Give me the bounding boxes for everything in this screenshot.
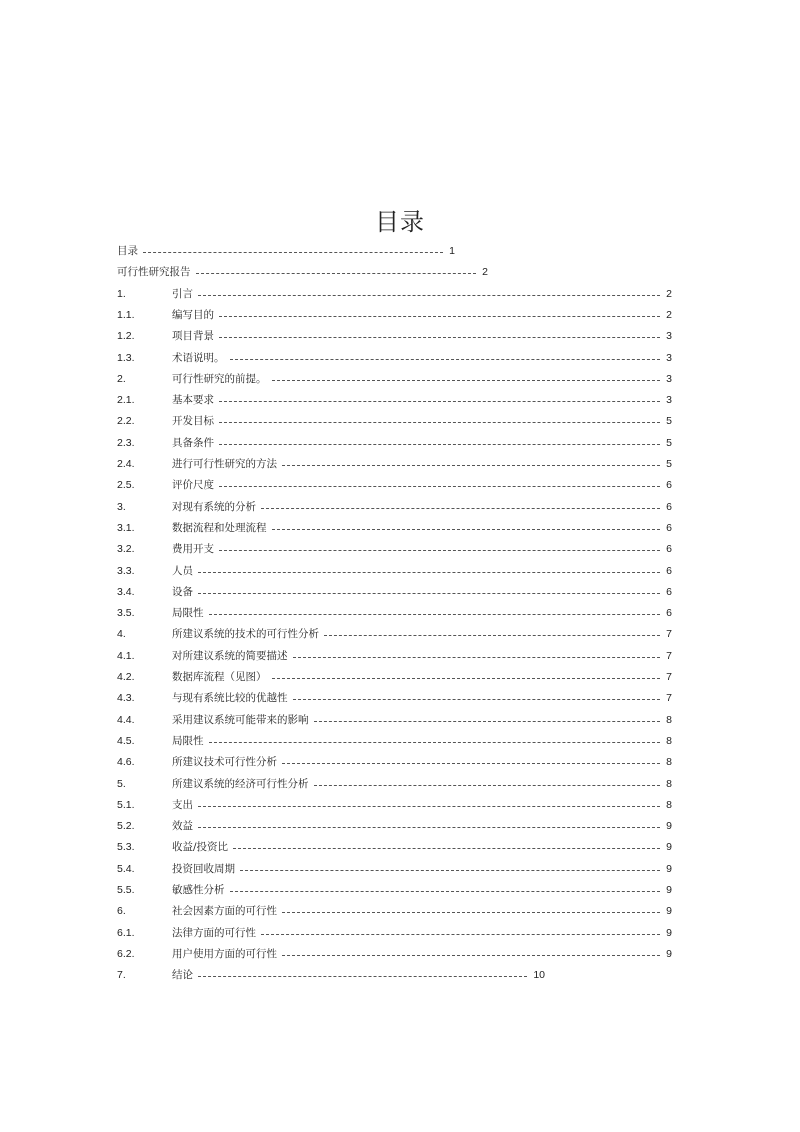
toc-entry[interactable]: [117, 582, 672, 603]
toc-entry-page: 9: [666, 948, 672, 960]
toc-entry-page: 6: [666, 586, 672, 598]
toc-entry[interactable]: [117, 944, 672, 965]
toc-entry-page: 1: [449, 245, 455, 257]
dot-leader: [198, 294, 660, 296]
dot-leader: [261, 933, 660, 935]
toc-entry-label: 所建议系统的技术的可行性分析: [172, 628, 319, 640]
toc-entry-page: 7: [666, 671, 672, 683]
toc-entry-page: 8: [666, 735, 672, 747]
dot-leader: [282, 762, 660, 764]
dot-leader: [240, 869, 660, 871]
toc-entry-page: 9: [666, 884, 672, 896]
toc-entry-number: 3.2.: [117, 543, 135, 555]
toc-entry-number: 2.5.: [117, 479, 135, 491]
toc-entry-number: 2.1.: [117, 394, 135, 406]
dot-leader: [261, 507, 660, 509]
toc-entry[interactable]: [117, 923, 672, 944]
dot-leader: [198, 592, 660, 594]
toc-entry-page: 6: [666, 565, 672, 577]
toc-entry-number: 5.: [117, 778, 126, 790]
dot-leader: [219, 421, 660, 423]
toc-entry[interactable]: [117, 624, 672, 645]
toc-entry[interactable]: [117, 561, 672, 582]
toc-entry-number: 1.2.: [117, 330, 135, 342]
toc-entry-label: 效益: [172, 820, 193, 832]
toc-entry[interactable]: [117, 433, 672, 454]
toc-entry-number: 3.5.: [117, 607, 135, 619]
toc-entry-label: 收益/投资比: [172, 841, 229, 853]
toc-entry-label: 对现有系统的分析: [172, 501, 256, 513]
dot-leader: [272, 677, 661, 679]
toc-entry-label: 支出: [172, 799, 193, 811]
toc-entry[interactable]: [117, 965, 545, 986]
toc-entry-number: 4.3.: [117, 692, 135, 704]
toc-entry-page: 6: [666, 501, 672, 513]
dot-leader: [196, 272, 477, 274]
toc-entry-number: 4.5.: [117, 735, 135, 747]
toc-entry-label: 结论: [172, 969, 193, 981]
toc-entry-label: 人员: [172, 565, 193, 577]
dot-leader: [219, 315, 660, 317]
toc-entry[interactable]: [117, 284, 672, 305]
toc-entry[interactable]: [117, 667, 672, 688]
dot-leader: [219, 336, 660, 338]
toc-entry-label: 数据库流程（见图）: [172, 671, 267, 683]
toc-entry-page: 9: [666, 863, 672, 875]
toc-entry[interactable]: [117, 454, 672, 475]
toc-entry-label: 开发目标: [172, 415, 214, 427]
toc-entry-label: 进行可行性研究的方法: [172, 458, 277, 470]
toc-entry-page: 5: [666, 458, 672, 470]
toc-entry-number: 4.1.: [117, 650, 135, 662]
dot-leader: [314, 784, 661, 786]
toc-entry-label: 目录: [117, 245, 138, 257]
toc-entry-number: 3.: [117, 501, 126, 513]
toc-entry-page: 3: [666, 330, 672, 342]
toc-entry-label: 局限性: [172, 735, 204, 747]
dot-leader: [272, 379, 661, 381]
toc-entry[interactable]: [117, 688, 672, 709]
toc-entry-label: 费用开支: [172, 543, 214, 555]
dot-leader: [282, 911, 660, 913]
dot-leader: [324, 634, 660, 636]
toc-entry-number: 2.3.: [117, 437, 135, 449]
toc-entry-number: 2.2.: [117, 415, 135, 427]
toc-entry-label: 局限性: [172, 607, 204, 619]
toc-entry-number: 5.2.: [117, 820, 135, 832]
toc-entry-page: 5: [666, 415, 672, 427]
toc-entry-page: 8: [666, 756, 672, 768]
toc-entry-number: 1.: [117, 288, 126, 300]
toc-entry-number: 3.1.: [117, 522, 135, 534]
toc-entry[interactable]: [117, 475, 672, 496]
toc-entry-page: 8: [666, 778, 672, 790]
toc-entry[interactable]: [117, 369, 672, 390]
toc-entry-number: 5.3.: [117, 841, 135, 853]
toc-entry-page: 3: [666, 352, 672, 364]
toc-entry[interactable]: [117, 241, 455, 262]
toc-entry-page: 6: [666, 607, 672, 619]
toc-entry[interactable]: [117, 262, 488, 283]
toc-entry-number: 3.4.: [117, 586, 135, 598]
toc-entry-label: 社会因素方面的可行性: [172, 905, 277, 917]
toc-entry-page: 9: [666, 927, 672, 939]
dot-leader: [293, 698, 661, 700]
toc-entry[interactable]: [117, 348, 672, 369]
toc-entry-page: 2: [482, 266, 488, 278]
toc-entry-page: 5: [666, 437, 672, 449]
toc-entry[interactable]: [117, 774, 672, 795]
page-title: 目录: [375, 208, 425, 237]
toc-entry-label: 可行性研究报告: [117, 266, 191, 278]
toc-entry-page: 6: [666, 543, 672, 555]
toc-entry[interactable]: [117, 518, 672, 539]
toc-entry-label: 所建议系统的经济可行性分析: [172, 778, 309, 790]
toc-entry-number: 4.4.: [117, 714, 135, 726]
dot-leader: [282, 464, 660, 466]
toc-entry-label: 术语说明。: [172, 352, 225, 364]
toc-entry-page: 9: [666, 820, 672, 832]
toc-entry-number: 7.: [117, 969, 126, 981]
toc-entry-page: 8: [666, 714, 672, 726]
toc-entry-label: 可行性研究的前提。: [172, 373, 267, 385]
toc-entry-label: 投资回收周期: [172, 863, 235, 875]
toc-entry-label: 用户使用方面的可行性: [172, 948, 277, 960]
toc-entry-number: 5.1.: [117, 799, 135, 811]
toc-entry-label: 评价尺度: [172, 479, 214, 491]
toc-entry[interactable]: [117, 837, 672, 858]
toc-entry-page: 8: [666, 799, 672, 811]
toc-entry-page: 2: [666, 309, 672, 321]
toc-entry[interactable]: [117, 603, 672, 624]
toc-entry-number: 5.4.: [117, 863, 135, 875]
toc-entry[interactable]: [117, 305, 672, 326]
dot-leader: [209, 741, 661, 743]
toc-entry-label: 与现有系统比较的优越性: [172, 692, 288, 704]
toc-entry-number: 6.1.: [117, 927, 135, 939]
toc-entry-label: 敏感性分析: [172, 884, 225, 896]
toc-entry-label: 设备: [172, 586, 193, 598]
dot-leader: [230, 358, 661, 360]
dot-leader: [230, 890, 661, 892]
dot-leader: [209, 613, 661, 615]
dot-leader: [314, 720, 661, 722]
dot-leader: [198, 975, 527, 977]
toc-entry-page: 7: [666, 692, 672, 704]
toc-entry-number: 2.: [117, 373, 126, 385]
toc-entry-page: 3: [666, 394, 672, 406]
toc-entry-page: 10: [533, 969, 545, 981]
toc-entry-label: 具备条件: [172, 437, 214, 449]
toc-entry-number: 4.2.: [117, 671, 135, 683]
dot-leader: [219, 549, 660, 551]
toc-entry-label: 采用建议系统可能带来的影响: [172, 714, 309, 726]
toc-entry[interactable]: [117, 731, 672, 752]
toc-entry-page: 6: [666, 522, 672, 534]
toc-entry[interactable]: [117, 646, 672, 667]
toc-entry-number: 1.3.: [117, 352, 135, 364]
toc-entry[interactable]: [117, 326, 672, 347]
toc-entry-page: 7: [666, 650, 672, 662]
dot-leader: [219, 400, 660, 402]
dot-leader: [143, 251, 443, 253]
toc-entry-page: 6: [666, 479, 672, 491]
dot-leader: [198, 571, 660, 573]
dot-leader: [282, 954, 660, 956]
dot-leader: [198, 805, 660, 807]
toc-entry[interactable]: [117, 390, 672, 411]
dot-leader: [198, 826, 660, 828]
toc-entry[interactable]: [117, 539, 672, 560]
toc-entry-number: 4.: [117, 628, 126, 640]
toc-entry[interactable]: [117, 497, 672, 518]
toc-entry-label: 数据流程和处理流程: [172, 522, 267, 534]
toc-entry[interactable]: [117, 859, 672, 880]
toc-entry[interactable]: [117, 816, 672, 837]
toc-entry-page: 3: [666, 373, 672, 385]
toc-entry-number: 3.3.: [117, 565, 135, 577]
dot-leader: [233, 847, 660, 849]
toc-entry-page: 2: [666, 288, 672, 300]
toc-entry[interactable]: [117, 752, 672, 773]
toc-entry-label: 对所建议系统的简要描述: [172, 650, 288, 662]
toc-entry-number: 4.6.: [117, 756, 135, 768]
toc-entry[interactable]: [117, 411, 672, 432]
dot-leader: [219, 443, 660, 445]
toc-entry-page: 7: [666, 628, 672, 640]
toc-entry-number: 5.5.: [117, 884, 135, 896]
toc-entry-number: 1.1.: [117, 309, 135, 321]
toc-entry[interactable]: [117, 795, 672, 816]
dot-leader: [219, 485, 660, 487]
toc-entry-number: 2.4.: [117, 458, 135, 470]
dot-leader: [293, 656, 661, 658]
dot-leader: [272, 528, 661, 530]
toc-entry-number: 6.: [117, 905, 126, 917]
toc-entry-label: 项目背景: [172, 330, 214, 342]
toc-entry-label: 所建议技术可行性分析: [172, 756, 277, 768]
toc-entry[interactable]: [117, 880, 672, 901]
toc-entry-label: 编写目的: [172, 309, 214, 321]
toc-entry[interactable]: [117, 901, 672, 922]
toc-entry-label: 法律方面的可行性: [172, 927, 256, 939]
toc-entry-label: 引言: [172, 288, 193, 300]
toc-entry-number: 6.2.: [117, 948, 135, 960]
toc-entry-label: 基本要求: [172, 394, 214, 406]
toc-entry-page: 9: [666, 841, 672, 853]
toc-entry[interactable]: [117, 710, 672, 731]
toc-entry-page: 9: [666, 905, 672, 917]
